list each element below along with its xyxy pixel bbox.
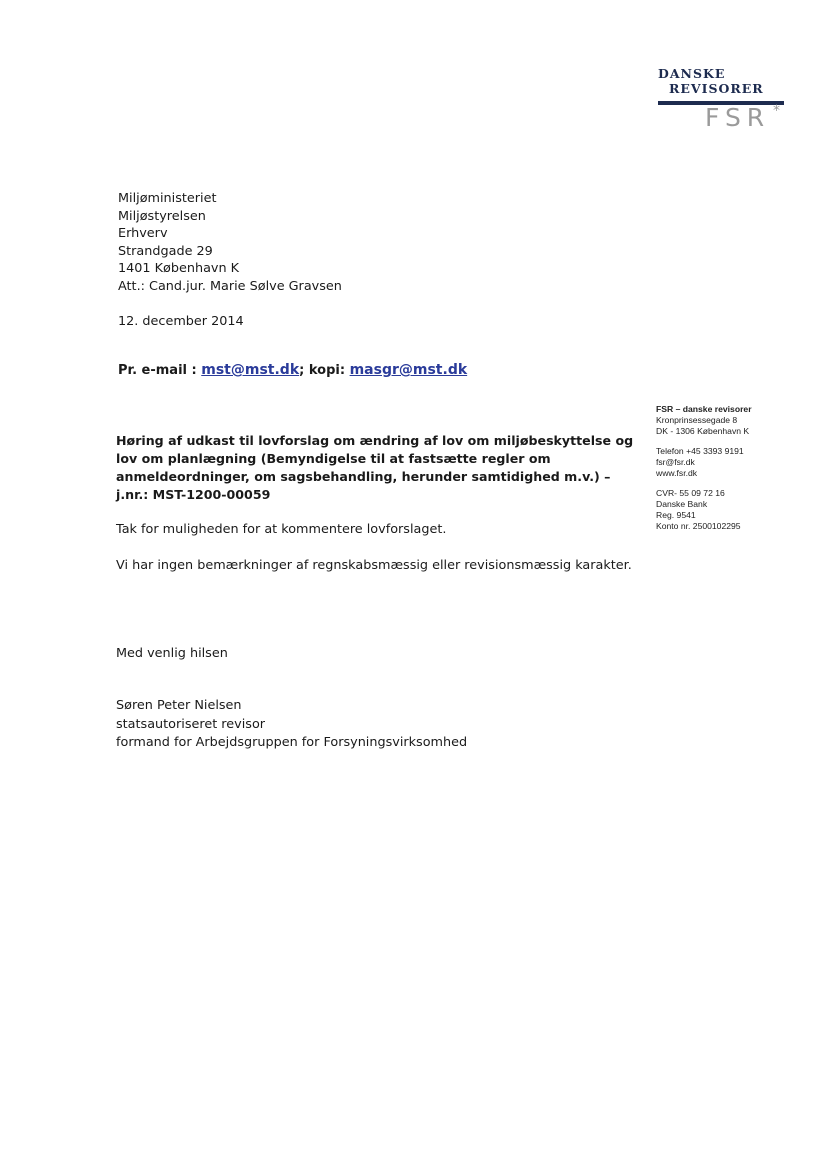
- email-link-copy[interactable]: masgr@mst.dk: [349, 362, 468, 378]
- letter-subject: [116, 432, 634, 504]
- sender-web[interactable]: www.fsr.dk: [656, 468, 698, 478]
- signature-title: statsautoriseret revisor: [116, 716, 266, 732]
- email-prefix: Pr. e-mail :: [118, 363, 202, 378]
- recipient-line: Att.: Cand.jur. Marie Sølve Gravsen: [118, 278, 342, 294]
- subject-line: anmeldeordninger, om sagsbehandling, herunder samtidighed m.v.) –: [116, 469, 611, 484]
- sender-org: FSR – danske revisorer: [656, 404, 752, 414]
- sender-reg: Reg. 9541: [656, 510, 696, 520]
- signature-role: formand for Arbejdsgruppen for Forsyningsvirksomhed: [116, 735, 468, 750]
- logo-fsr-mark: FSR: [705, 103, 771, 132]
- recipient-line: Erhverv: [118, 226, 168, 242]
- recipient-line: Miljøstyrelsen: [118, 208, 206, 224]
- sender-cvr: CVR- 55 09 72 16: [656, 488, 725, 498]
- sender-bank: Danske Bank: [656, 499, 708, 509]
- sender-street: Kronprinsessegade 8: [656, 415, 738, 425]
- closing-greeting: Med venlig hilsen: [116, 646, 228, 661]
- body-paragraph-thanks: Tak for muligheden for at kommentere lovforslaget.: [116, 522, 447, 537]
- letter-date: 12. december 2014: [118, 314, 244, 329]
- logo-star-icon: *: [773, 103, 780, 119]
- signature-block: [116, 697, 467, 753]
- logo-text-revisorer: REVISORER: [669, 81, 764, 96]
- body-paragraph-remarks: Vi har ingen bemærkninger af regnskabsmæssig eller revisionsmæssig karakter.: [116, 558, 632, 573]
- recipient-line: Strandgade 29: [118, 243, 213, 259]
- sender-konto: Konto nr. 2500102295: [656, 521, 741, 531]
- spacer: [656, 437, 752, 446]
- subject-line: Høring af udkast til lovforslag om ændring af lov om miljøbeskyttelse og: [116, 433, 634, 448]
- sender-info: [656, 404, 752, 532]
- sender-email[interactable]: fsr@fsr.dk: [656, 457, 695, 467]
- sender-city: DK - 1306 København K: [656, 426, 750, 436]
- signature-name: Søren Peter Nielsen: [116, 698, 242, 713]
- recipient-line: Miljøministeriet: [118, 191, 217, 206]
- fsr-logo: [655, 66, 785, 130]
- sender-phone: Telefon +45 3393 9191: [656, 446, 744, 456]
- email-link-primary[interactable]: mst@mst.dk: [201, 362, 300, 378]
- subject-line: j.nr.: MST-1200-00059: [116, 487, 271, 502]
- logo-text-danske: DANSKE: [658, 66, 726, 81]
- subject-line: lov om planlægning (Bemyndigelse til at fastsætte regler om: [116, 451, 551, 466]
- recipient-address: [118, 190, 342, 296]
- email-line: [118, 362, 467, 378]
- spacer: [656, 479, 752, 488]
- email-separator: ; kopi:: [299, 363, 350, 378]
- recipient-line: 1401 København K: [118, 261, 240, 277]
